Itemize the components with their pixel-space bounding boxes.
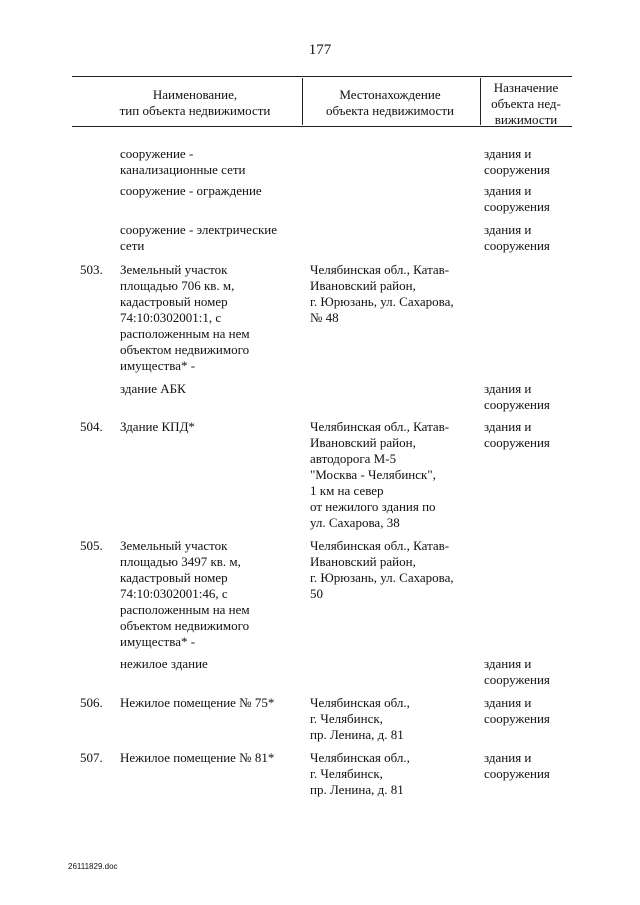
cell-line: пр. Ленина, д. 81 (310, 727, 404, 742)
page-number: 177 (308, 42, 332, 58)
cell-line: г. Юрюзань, ул. Сахарова, (310, 294, 454, 309)
property-name (120, 183, 295, 199)
cell-line: сооружения (484, 199, 550, 214)
header-line: Местонахождение (339, 87, 441, 102)
cell-line: г. Юрюзань, ул. Сахарова, (310, 570, 454, 585)
property-purpose (484, 222, 576, 254)
column-header-purpose (478, 80, 574, 128)
cell-line: сооружение - ограждение (120, 183, 262, 198)
property-location (310, 419, 475, 531)
cell-line: Нежилое помещение № 81* (120, 750, 275, 765)
property-name (120, 750, 295, 766)
header-bottom-rule (72, 126, 572, 127)
cell-line: объектом недвижимого (120, 342, 250, 357)
cell-line: сооружения (484, 766, 550, 781)
cell-line: сооружение - (120, 146, 194, 161)
cell-line: здания и (484, 146, 532, 161)
cell-line: здания и (484, 419, 532, 434)
cell-line: Челябинская обл., Катав- (310, 262, 450, 277)
cell-line: г. Челябинск, (310, 766, 383, 781)
cell-line: имущества* - (120, 634, 196, 649)
property-name (120, 222, 295, 254)
row-number: 503. (80, 262, 103, 277)
cell-line: пр. Ленина, д. 81 (310, 782, 404, 797)
row-number: 505. (80, 538, 103, 553)
cell-line: кадастровый номер (120, 570, 228, 585)
property-purpose (484, 183, 576, 215)
cell-line: расположенным на нем (120, 326, 250, 341)
row-number: 506. (80, 695, 103, 710)
cell-line: расположенным на нем (120, 602, 250, 617)
cell-line: здания и (484, 183, 532, 198)
column-header-location (300, 87, 480, 119)
cell-line: Нежилое помещение № 75* (120, 695, 275, 710)
cell-line: "Москва - Челябинск", (310, 467, 436, 482)
cell-line: Челябинская обл., (310, 750, 410, 765)
property-name (120, 538, 295, 650)
cell-line: кадастровый номер (120, 294, 228, 309)
column-header-name (100, 87, 290, 119)
cell-line: 74:10:0302001:1, с (120, 310, 222, 325)
cell-line: № 48 (310, 310, 339, 325)
property-location (310, 538, 475, 602)
cell-line: 1 км на север (310, 483, 384, 498)
cell-line: сооружения (484, 162, 550, 177)
header-line: Наименование, (152, 87, 238, 102)
property-location (310, 695, 475, 743)
header-line: объекта нед- (491, 96, 561, 111)
property-location (310, 262, 475, 326)
cell-line: здания и (484, 750, 532, 765)
cell-line: сооружение - электрические (120, 222, 278, 237)
property-purpose (484, 750, 576, 782)
cell-line: площадью 706 кв. м, (120, 278, 235, 293)
cell-line: сети (120, 238, 145, 253)
property-name (120, 419, 295, 435)
cell-line: Здание КПД* (120, 419, 195, 434)
header-line: Назначение (493, 80, 559, 95)
property-name (120, 381, 295, 397)
cell-line: площадью 3497 кв. м, (120, 554, 241, 569)
row-number: 507. (80, 750, 103, 765)
table-top-rule (72, 76, 572, 77)
cell-line: ул. Сахарова, 38 (310, 515, 400, 530)
cell-line: Земельный участок (120, 538, 228, 553)
cell-line: здания и (484, 381, 532, 396)
cell-line: от нежилого здания по (310, 499, 436, 514)
property-name (120, 656, 295, 672)
cell-line: Ивановский район, (310, 554, 416, 569)
cell-line: сооружения (484, 435, 550, 450)
cell-line: сооружения (484, 672, 550, 687)
property-purpose (484, 656, 576, 688)
property-name (120, 262, 295, 374)
property-location (310, 750, 475, 798)
cell-line: объектом недвижимого (120, 618, 250, 633)
cell-line: здания и (484, 695, 532, 710)
cell-line: Челябинская обл., Катав- (310, 419, 450, 434)
cell-line: здание АБК (120, 381, 186, 396)
cell-line: нежилое здание (120, 656, 208, 671)
cell-line: Челябинская обл., Катав- (310, 538, 450, 553)
cell-line: сооружения (484, 238, 550, 253)
property-purpose (484, 695, 576, 727)
property-purpose (484, 419, 576, 451)
cell-line: имущества* - (120, 358, 196, 373)
cell-line: Ивановский район, (310, 435, 416, 450)
cell-line: Челябинская обл., (310, 695, 410, 710)
property-purpose (484, 381, 576, 413)
property-purpose (484, 146, 576, 178)
cell-line: 74:10:0302001:46, с (120, 586, 228, 601)
header-line: вижимости (494, 112, 558, 127)
cell-line: 50 (310, 586, 323, 601)
cell-line: автодорога М-5 (310, 451, 397, 466)
cell-line: сооружения (484, 711, 550, 726)
cell-line: здания и (484, 222, 532, 237)
property-name (120, 695, 295, 711)
row-number: 504. (80, 419, 103, 434)
cell-line: Земельный участок (120, 262, 228, 277)
header-line: объекта недвижимости (326, 103, 454, 118)
cell-line: здания и (484, 656, 532, 671)
cell-line: Ивановский район, (310, 278, 416, 293)
cell-line: канализационные сети (120, 162, 246, 177)
header-line: тип объекта недвижимости (119, 103, 271, 118)
property-name (120, 146, 295, 178)
file-name-footer: 26111829.doc (68, 862, 118, 871)
cell-line: сооружения (484, 397, 550, 412)
cell-line: г. Челябинск, (310, 711, 383, 726)
